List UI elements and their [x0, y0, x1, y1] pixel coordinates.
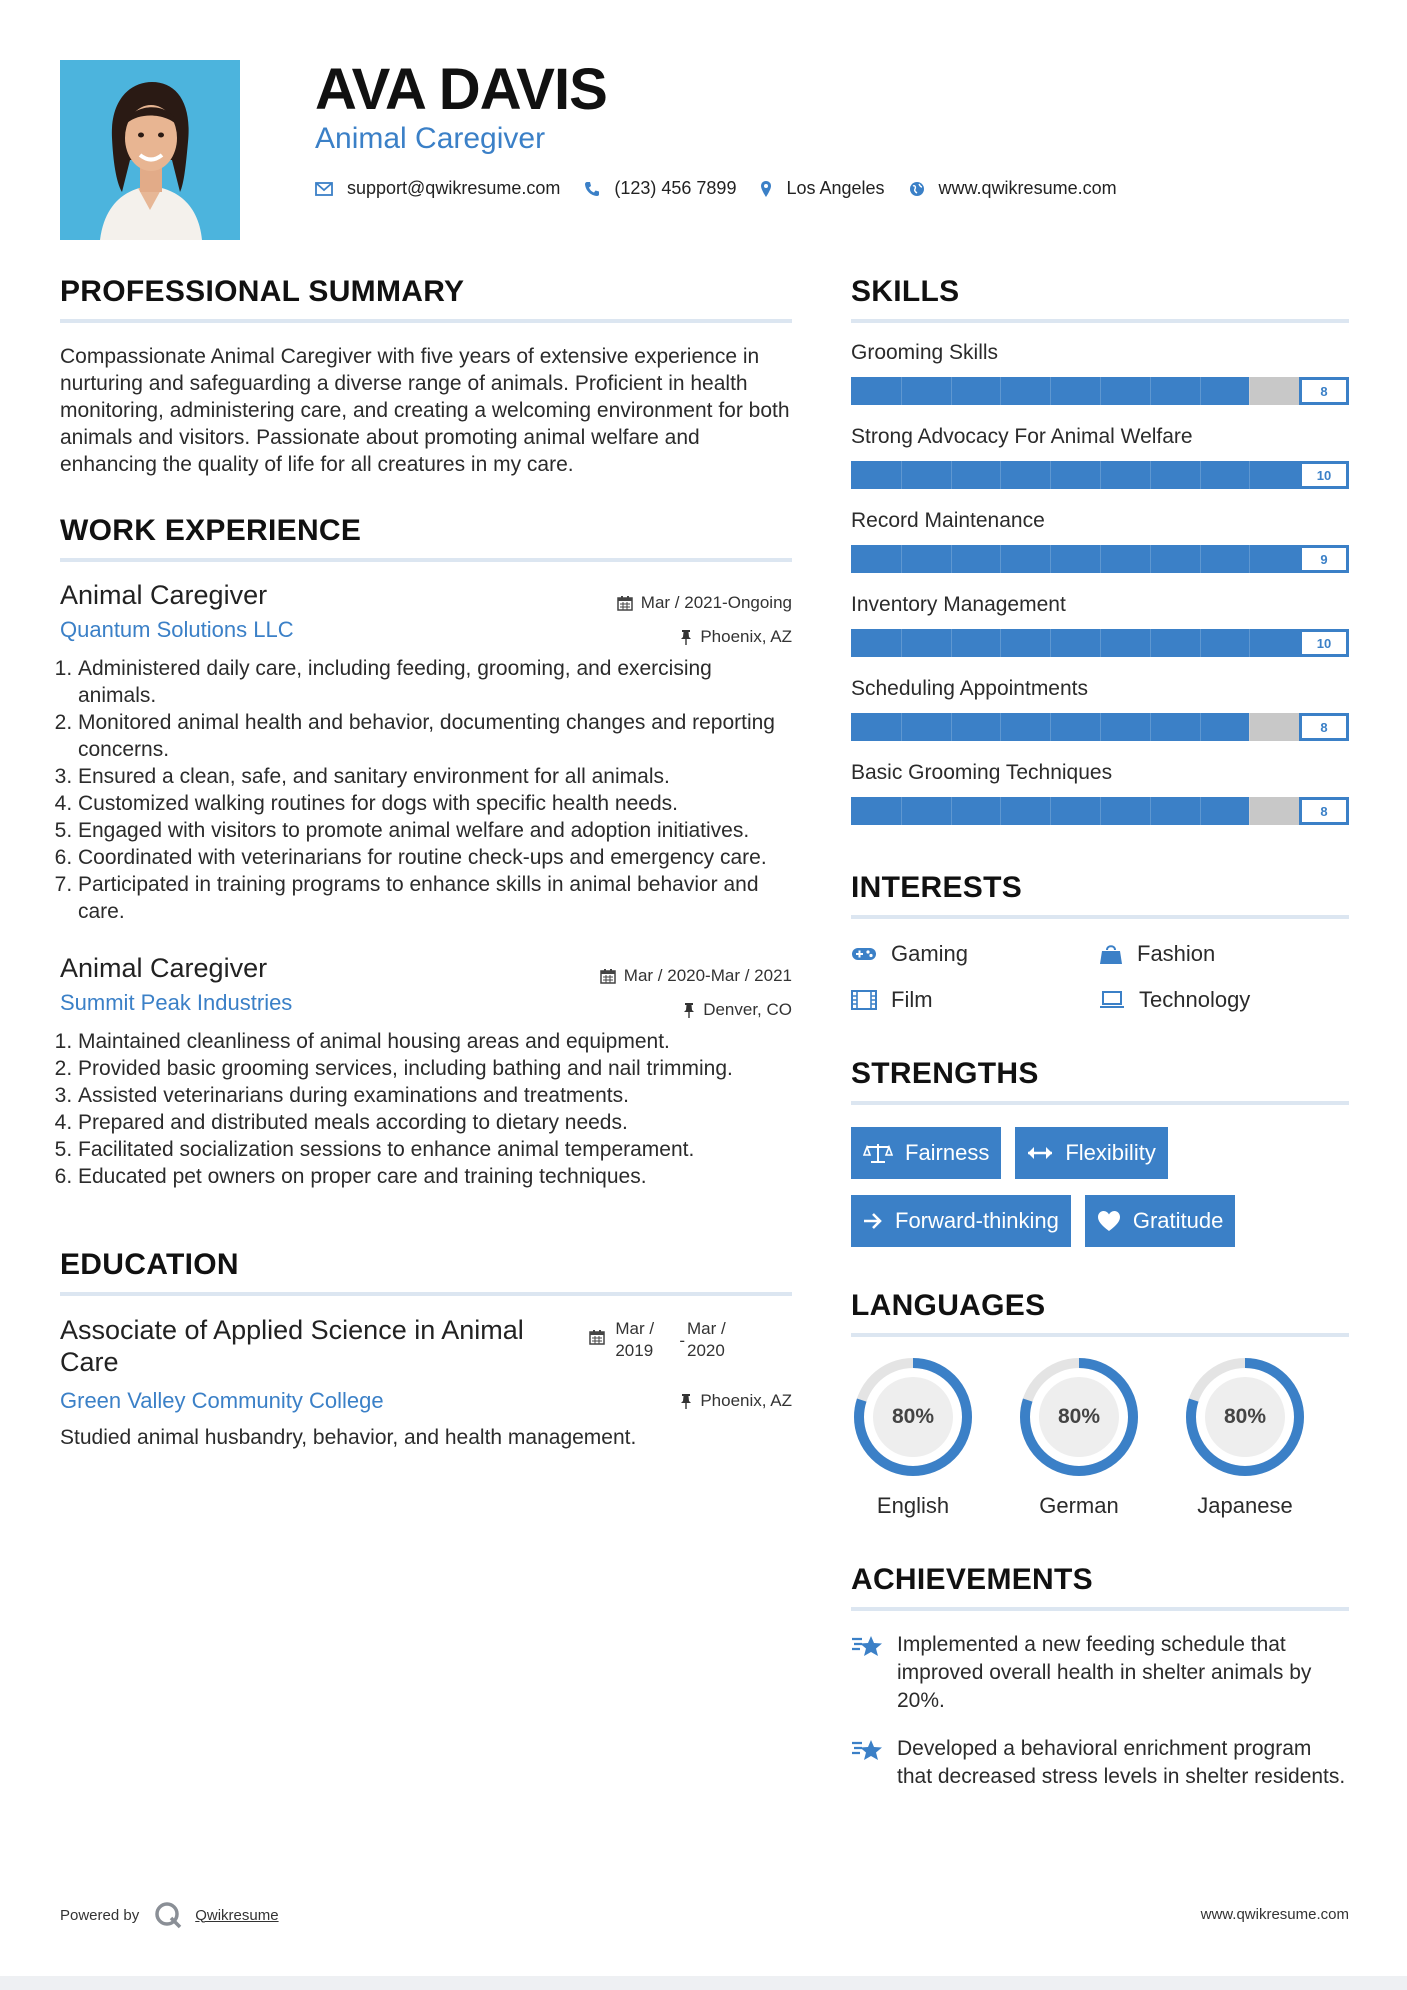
education-meta	[680, 1384, 792, 1418]
end-year: 2020	[687, 1341, 725, 1360]
right-column	[851, 275, 1349, 1791]
education-description: Studied animal husbandry, behavior, and health management.	[60, 1426, 637, 1449]
job-date: Mar / 2020-Mar / 2021	[623, 966, 792, 985]
skill-name: Inventory Management	[851, 593, 1066, 616]
section-rule	[851, 1333, 1349, 1337]
company-name: Quantum Solutions LLC	[60, 617, 294, 642]
skill-bar-segment	[1200, 545, 1201, 573]
skill-name: Strong Advocacy For Animal Welfare	[851, 425, 1193, 448]
skill-bar-segment	[1249, 545, 1250, 573]
arrow-right-icon	[863, 1212, 883, 1230]
skill-bar-segment	[1050, 461, 1051, 489]
skill-bar-segment	[1150, 461, 1151, 489]
gamepad-icon	[851, 946, 877, 962]
section-rule	[60, 1292, 792, 1296]
left-column	[60, 275, 792, 1451]
calendar-icon	[600, 968, 616, 984]
section-rule	[851, 915, 1349, 919]
pin-icon	[683, 1002, 695, 1018]
profile-photo	[60, 60, 240, 240]
date-separator: -	[679, 1331, 685, 1350]
film-icon	[851, 990, 877, 1010]
skill-bar-segment	[1000, 461, 1001, 489]
skill-level-badge: 8	[1299, 377, 1349, 405]
strength-tag	[1015, 1127, 1167, 1179]
skill-bar	[851, 545, 1349, 573]
list-item: 5. Facilitated socialization sessions to enhance animal temperament.	[78, 1136, 792, 1163]
skill-bar-segment	[1249, 377, 1250, 405]
skill-bar-segment	[1200, 713, 1201, 741]
company-name: Summit Peak Industries	[60, 990, 293, 1015]
skill-bar	[851, 377, 1349, 405]
skill-bar-segment	[1150, 377, 1151, 405]
strength-label: Forward-thinking	[895, 1208, 1059, 1233]
skill-bar-segment	[1249, 797, 1250, 825]
skill-bar-segment	[1249, 713, 1250, 741]
job-entry	[60, 580, 792, 925]
pin-icon	[680, 1393, 692, 1409]
interest-label: Film	[891, 987, 933, 1012]
start-year: 2019	[615, 1341, 654, 1360]
skill-bar-segment	[1150, 545, 1151, 573]
interests-section	[851, 871, 1349, 1013]
strength-tag	[851, 1195, 1071, 1247]
strength-label: Gratitude	[1132, 1208, 1224, 1233]
list-item: 4. Customized walking routines for dogs with specific health needs.	[78, 790, 792, 817]
qwikresume-logo-icon	[153, 1900, 183, 1930]
skill-bar-segment	[951, 629, 952, 657]
shopping-bag-icon	[1099, 943, 1123, 965]
achievement-text: Developed a behavioral enrichment program that decreased stress levels in shelter residents.	[897, 1737, 1346, 1788]
skill-bar-segment	[1200, 377, 1201, 405]
skill-bar-segment	[1100, 545, 1101, 573]
map-marker-icon	[760, 180, 772, 198]
portrait-image	[60, 60, 240, 240]
achievement-item	[851, 1735, 1349, 1791]
strength-label: Flexibility	[1065, 1140, 1156, 1165]
education-entry	[60, 1314, 792, 1451]
shooting-star-icon	[851, 1737, 883, 1765]
job-meta	[617, 586, 792, 654]
skill-bar	[851, 797, 1349, 825]
skill-bar-segment	[1050, 377, 1051, 405]
location-text: Los Angeles	[786, 178, 885, 198]
experience-section	[60, 514, 792, 1190]
strength-tag	[851, 1127, 1001, 1179]
skill-level-badge: 9	[1299, 545, 1349, 573]
interest-item	[1099, 941, 1347, 967]
phone-text: (123) 456 7899	[614, 178, 737, 198]
skill-bar-fill	[851, 545, 1299, 573]
job-date: Mar / 2021-Ongoing	[640, 593, 792, 612]
section-title-strengths: STRENGTHS	[851, 1057, 1039, 1090]
contact-phone[interactable]	[584, 178, 736, 199]
interest-item	[851, 941, 1099, 967]
strength-tag	[1085, 1195, 1236, 1247]
balance-scale-icon	[863, 1142, 893, 1164]
skills-section	[851, 275, 1349, 825]
job-bullets	[60, 1028, 792, 1190]
envelope-icon	[315, 182, 333, 196]
language-ring	[1017, 1355, 1141, 1479]
language-ring	[1183, 1355, 1307, 1479]
skill-bar-segment	[1150, 629, 1151, 657]
section-title-achievements: ACHIEVEMENTS	[851, 1563, 1093, 1596]
phone-icon	[584, 181, 600, 197]
website-text: www.qwikresume.com	[938, 178, 1117, 198]
skill-level-badge: 8	[1299, 797, 1349, 825]
skill-bar-segment	[951, 377, 952, 405]
skill-bar-segment	[1050, 797, 1051, 825]
skill-bar-segment	[1100, 461, 1101, 489]
skill-bar-segment	[1000, 629, 1001, 657]
strength-label: Fairness	[905, 1140, 990, 1165]
education-section	[60, 1248, 792, 1451]
list-item: 4. Prepared and distributed meals according to dietary needs.	[78, 1109, 792, 1136]
footer-site[interactable]: www.qwikresume.com	[1200, 1906, 1349, 1923]
arrows-horizontal-icon	[1027, 1146, 1053, 1160]
skill-bar-segment	[1200, 797, 1201, 825]
section-title-skills: SKILLS	[851, 275, 960, 308]
education-location: Phoenix, AZ	[700, 1391, 792, 1410]
language-percent: 80%	[1223, 1405, 1267, 1428]
job-location: Denver, CO	[703, 1000, 792, 1019]
email-text: support@qwikresume.com	[347, 178, 561, 198]
skill-bar-segment	[1200, 629, 1201, 657]
language-percent: 80%	[891, 1405, 935, 1428]
summary-section	[60, 275, 792, 478]
skill-name: Record Maintenance	[851, 509, 1045, 532]
skill-bar-segment	[1249, 629, 1250, 657]
contact-location	[760, 178, 884, 199]
skill-bar-segment	[901, 713, 902, 741]
strengths-section	[851, 1057, 1349, 1263]
contact-bar	[315, 178, 1141, 199]
calendar-icon	[617, 595, 633, 611]
job-meta	[600, 959, 792, 1027]
pin-icon	[680, 629, 692, 645]
page-bottom-strip	[0, 1976, 1407, 1990]
powered-by-label: Powered by	[60, 1906, 140, 1924]
candidate-name: AVA DAVIS	[315, 57, 607, 122]
list-item: 2. Provided basic grooming services, including bathing and nail trimming.	[78, 1055, 792, 1082]
language-ring	[851, 1355, 975, 1479]
skill-name: Scheduling Appointments	[851, 677, 1088, 700]
section-rule	[60, 558, 792, 562]
language-name: English	[876, 1493, 950, 1518]
skill-bar	[851, 629, 1349, 657]
skill-bar	[851, 461, 1349, 489]
skill-item	[851, 593, 1349, 657]
job-bullets	[60, 655, 792, 925]
skill-level-badge: 10	[1299, 461, 1349, 489]
candidate-title: Animal Caregiver	[315, 122, 546, 155]
section-rule	[851, 1101, 1349, 1105]
footer-powered-by	[60, 1900, 279, 1930]
skill-bar-segment	[1000, 545, 1001, 573]
skill-level-badge: 10	[1299, 629, 1349, 657]
section-title-summary: PROFESSIONAL SUMMARY	[60, 275, 465, 308]
interest-label: Technology	[1139, 987, 1251, 1012]
interest-label: Gaming	[891, 941, 969, 966]
skill-name: Grooming Skills	[851, 341, 999, 364]
brand-link[interactable]: Qwikresume	[195, 1906, 279, 1924]
school-name: Green Valley Community College	[60, 1388, 384, 1413]
list-item: 3. Assisted veterinarians during examinations and treatments.	[78, 1082, 792, 1109]
skill-bar-segment	[1150, 797, 1151, 825]
section-rule	[851, 319, 1349, 323]
interest-label: Fashion	[1137, 941, 1216, 966]
skill-bar-segment	[951, 461, 952, 489]
skill-level-badge: 8	[1299, 713, 1349, 741]
skill-bar-segment	[1100, 377, 1101, 405]
degree-title: Associate of Applied Science in Animal Care	[60, 1315, 524, 1377]
list-item: 5. Engaged with visitors to promote animal welfare and adoption initiatives.	[78, 817, 792, 844]
skill-bar-segment	[1000, 377, 1001, 405]
section-title-languages: LANGUAGES	[851, 1289, 1046, 1322]
achievement-text: Implemented a new feeding schedule that improved overall health in shelter animals by 20%.	[897, 1633, 1312, 1712]
skill-bar-segment	[1150, 713, 1151, 741]
skill-bar-segment	[1100, 797, 1101, 825]
globe-icon	[909, 181, 925, 197]
heart-icon	[1097, 1210, 1121, 1232]
start-month: Mar /	[615, 1319, 655, 1338]
end-month: Mar /	[687, 1319, 726, 1338]
languages-list	[851, 1355, 1349, 1519]
skill-bar-segment	[1100, 629, 1101, 657]
interest-item	[851, 987, 1099, 1013]
language-item	[851, 1355, 1017, 1519]
skills-list	[851, 341, 1349, 825]
job-entry	[60, 953, 792, 1190]
skill-bar-segment	[901, 377, 902, 405]
achievements-section	[851, 1563, 1349, 1791]
section-rule	[851, 1607, 1349, 1611]
skill-bar-segment	[1050, 545, 1051, 573]
laptop-icon	[1099, 991, 1125, 1009]
skill-bar-segment	[901, 797, 902, 825]
language-percent: 80%	[1057, 1405, 1101, 1428]
job-location: Phoenix, AZ	[700, 627, 792, 646]
skill-bar-segment	[1000, 797, 1001, 825]
list-item: 6. Coordinated with veterinarians for routine check-ups and emergency care.	[78, 844, 792, 871]
job-title: Animal Caregiver	[60, 580, 268, 610]
skill-bar-segment	[951, 713, 952, 741]
achievement-item	[851, 1631, 1349, 1715]
skill-name: Basic Grooming Techniques	[851, 761, 1113, 784]
contact-email[interactable]	[315, 178, 560, 199]
skill-bar-segment	[951, 797, 952, 825]
interest-item	[1099, 987, 1347, 1013]
list-item: 2. Monitored animal health and behavior, documenting changes and reporting concerns.	[78, 709, 792, 763]
skill-item	[851, 509, 1349, 573]
skill-item	[851, 677, 1349, 741]
education-date	[589, 1318, 757, 1362]
section-rule	[60, 319, 792, 323]
skill-bar-segment	[1100, 713, 1101, 741]
skill-bar-segment	[901, 545, 902, 573]
list-item: 6. Educated pet owners on proper care and training techniques.	[78, 1163, 792, 1190]
list-item: 3. Ensured a clean, safe, and sanitary environment for all animals.	[78, 763, 792, 790]
skill-bar-segment	[1249, 461, 1250, 489]
summary-text: Compassionate Animal Caregiver with five years of extensive experience in nurturing and safeguarding a diverse range of animals. Proficient in health monitoring, administering care, and creating a welcoming environment for both animals and visitors. Passionate about promoting animal welfare and enhancing the quality of life for all creatures in my care.	[60, 345, 790, 476]
skill-bar-segment	[951, 545, 952, 573]
language-name: German	[1039, 1493, 1119, 1518]
skill-bar	[851, 713, 1349, 741]
contact-website[interactable]	[909, 178, 1117, 199]
languages-section	[851, 1289, 1349, 1519]
list-item: 1. Maintained cleanliness of animal housing areas and equipment.	[78, 1028, 792, 1055]
strengths-list	[851, 1127, 1349, 1263]
skill-bar-segment	[1000, 713, 1001, 741]
interests-grid	[851, 941, 1349, 1013]
education-start	[615, 1318, 685, 1362]
education-end	[687, 1318, 757, 1362]
skill-bar-segment	[1200, 461, 1201, 489]
job-title: Animal Caregiver	[60, 953, 268, 983]
skill-item	[851, 425, 1349, 489]
section-title-experience: WORK EXPERIENCE	[60, 514, 362, 547]
language-name: Japanese	[1197, 1493, 1293, 1518]
calendar-icon	[589, 1329, 605, 1345]
section-title-interests: INTERESTS	[851, 871, 1023, 904]
section-title-education: EDUCATION	[60, 1248, 239, 1281]
shooting-star-icon	[851, 1633, 883, 1661]
skill-bar-segment	[1050, 629, 1051, 657]
skill-item	[851, 761, 1349, 825]
list-item: 1. Administered daily care, including feeding, grooming, and exercising animals.	[78, 655, 792, 709]
language-item	[1183, 1355, 1349, 1519]
skill-item	[851, 341, 1349, 405]
skill-bar-segment	[901, 461, 902, 489]
language-item	[1017, 1355, 1183, 1519]
skill-bar-segment	[901, 629, 902, 657]
list-item: 7. Participated in training programs to enhance skills in animal behavior and care.	[78, 871, 792, 925]
skill-bar-segment	[1050, 713, 1051, 741]
